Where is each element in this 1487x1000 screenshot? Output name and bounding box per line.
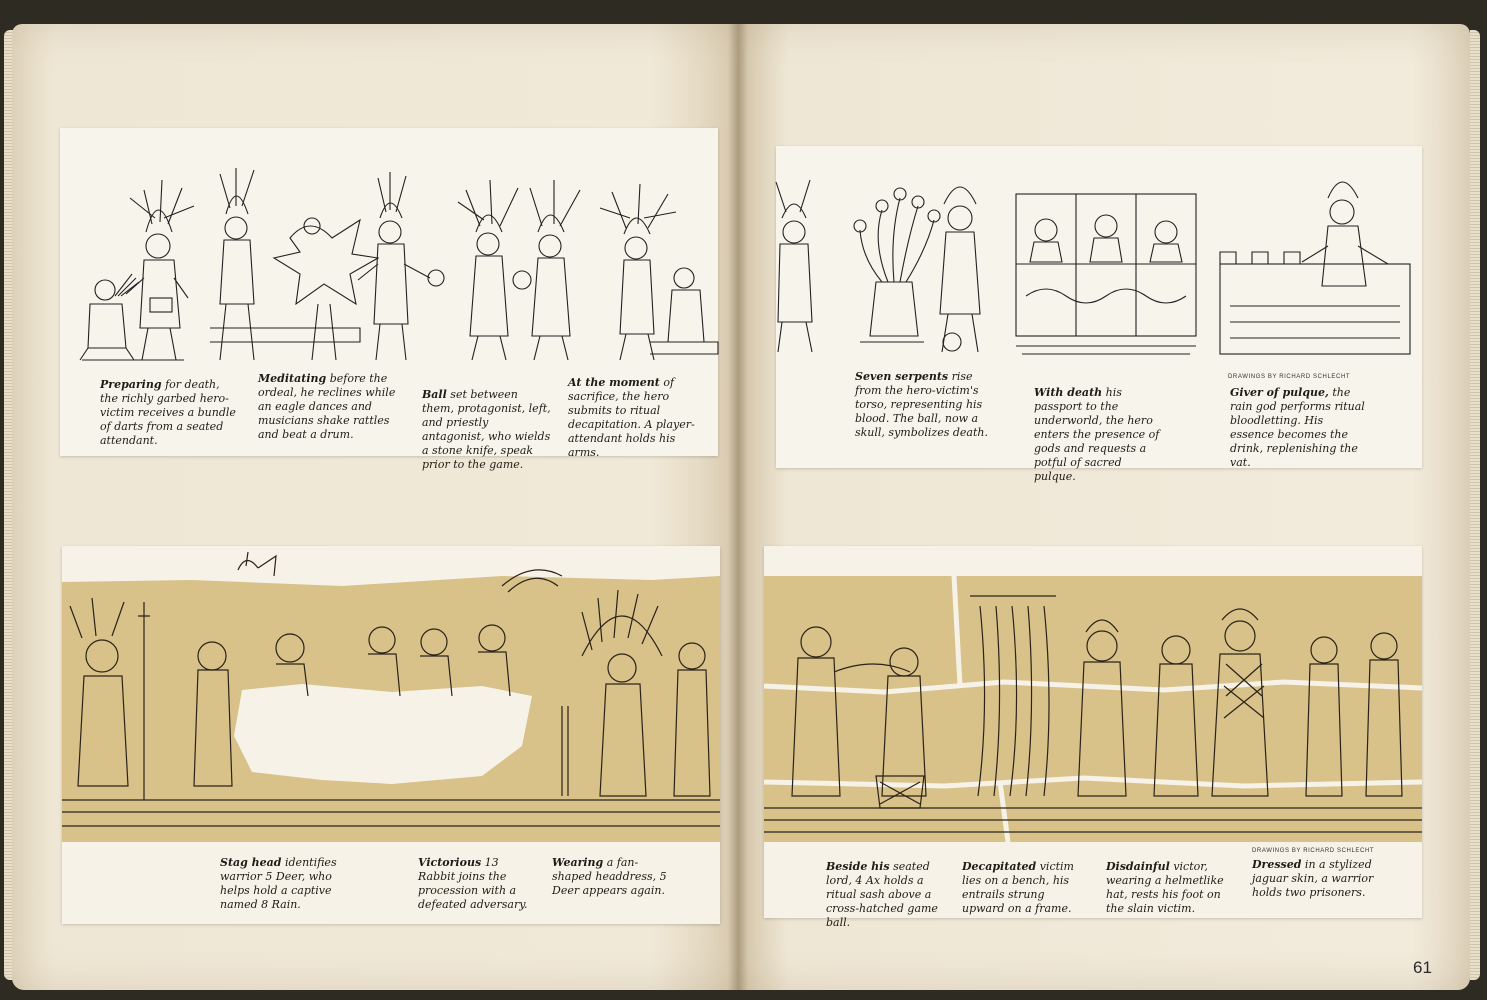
caption-disdainful: Disdainful victor, wearing a helmetlike hat, rests his foot on the slain victim. bbox=[1106, 860, 1224, 915]
clipping-top-left bbox=[60, 128, 718, 471]
caption-ball: Ball set between them, protagonist, left, and priestly antagonist, who wields a stone knife, speak prior to the game. bbox=[422, 388, 551, 471]
caption-beside-his: Beside his seated lord, 4 Ax holds a ritual sash above a cross-hatched game ball. bbox=[826, 860, 938, 929]
relief-frieze-left bbox=[62, 546, 720, 846]
caption-seven-serpents: Seven serpents rise from the hero-victim's torso, representing his blood. The ball, now a skull, symbolizes death. bbox=[855, 370, 988, 439]
caption-giver-of-pulque: Giver of pulque, the rain god performs ritual bloodletting. His essence becomes the drink, replenishing the vat. bbox=[1230, 386, 1365, 469]
relief-frieze-right bbox=[764, 546, 1422, 846]
caption-stag-head: Stag head identifies warrior 5 Deer, who helps hold a captive named 8 Rain. bbox=[220, 856, 337, 911]
line-drawing-ceremony-right bbox=[776, 146, 1422, 376]
caption-wearing: Wearing a fan-shaped headdress, 5 Deer appears again. bbox=[552, 856, 667, 897]
caption-dressed: Dressed in a stylized jaguar skin, a warrior holds two prisoners. bbox=[1252, 858, 1374, 899]
caption-preparing: Preparing for death, the richly garbed hero-victim receives a bundle of darts from a seated attendant. bbox=[100, 378, 236, 447]
line-drawing-ceremony-left bbox=[60, 128, 718, 378]
clipping-bottom-left bbox=[62, 546, 720, 924]
caption-decapitated: Decapitated victim lies on a bench, his entrails strung upward on a frame. bbox=[962, 860, 1074, 915]
caption-victorious: Victorious 13 Rabbit joins the procession with a defeated adversary. bbox=[418, 856, 528, 911]
caption-meditating: Meditating before the ordeal, he reclines while an eagle dances and musicians shake rattles and beat a drum. bbox=[258, 372, 396, 441]
top-right-credit: DRAWINGS BY RICHARD SCHLECHT bbox=[1228, 374, 1351, 380]
caption-with-death: With death his passport to the underworld, the hero enters the presence of gods and requests a potful of sacred pulque. bbox=[1034, 386, 1160, 483]
caption-at-the-moment: At the moment of sacrifice, the hero submits to ritual decapitation. A player-attendant holds his arms. bbox=[568, 376, 695, 459]
book-gutter bbox=[728, 24, 748, 990]
page-number: 61 bbox=[1413, 958, 1432, 977]
bottom-right-credit: DRAWINGS BY RICHARD SCHLECHT bbox=[1252, 848, 1375, 854]
clipping-bottom-right bbox=[764, 546, 1422, 929]
clipping-top-right bbox=[776, 146, 1422, 483]
page-edges-right bbox=[1470, 30, 1480, 980]
